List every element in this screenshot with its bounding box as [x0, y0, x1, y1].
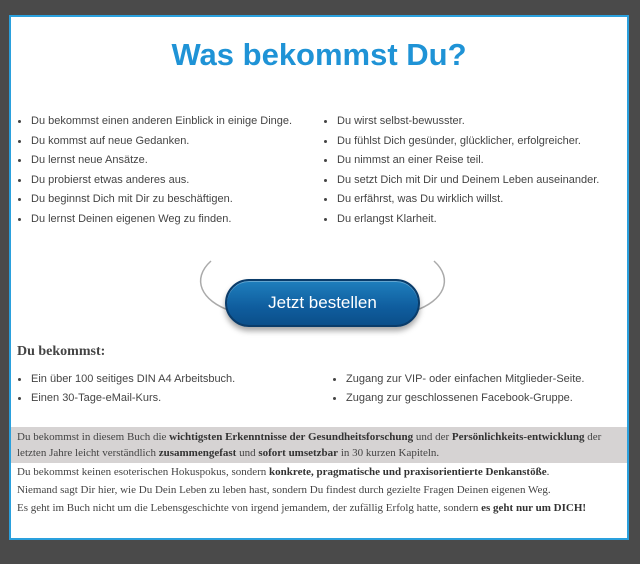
benefits-list-right — [324, 114, 624, 231]
list-item: Du nimmst an einer Reise teil. — [324, 153, 624, 173]
subheading: Du bekommst: — [17, 344, 106, 359]
bold-text: zusammengefast — [158, 447, 237, 459]
list-item: Du lernst neue Ansätze. — [18, 153, 318, 173]
order-button[interactable]: Jetzt bestellen — [225, 279, 420, 327]
bold-text: es geht nur um DICH! — [481, 502, 587, 514]
list-item: Du wirst selbst-bewusster. — [324, 114, 624, 134]
list-item: Du erfährst, was Du wirklich willst. — [324, 192, 624, 212]
text: . — [546, 466, 550, 478]
paragraph-3 — [17, 500, 629, 516]
text: der letzten Jahre leicht verständlich — [17, 431, 602, 459]
paragraph-1 — [17, 464, 629, 480]
list-item: Einen 30-Tage-eMail-Kurs. — [18, 391, 318, 410]
list-item: Du fühlst Dich gesünder, glücklicher, erfolgreicher. — [324, 134, 624, 154]
highlight-paragraph — [11, 427, 627, 463]
text: und der — [413, 431, 452, 443]
bold-text: sofort umsetzbar — [258, 447, 339, 459]
text: und — [236, 447, 259, 459]
text: in 30 kurzen Kapiteln. — [338, 447, 440, 459]
text: Es geht im Buch nicht um die Lebensgeschichte von irgend jemandem, der zufällig Erfolg hatte, sondern — [17, 502, 482, 514]
bold-text: wichtigsten Erkenntnisse der Gesundheitsforschung — [169, 431, 414, 443]
list-item: Du kommst auf neue Gedanken. — [18, 134, 318, 154]
list-item: Du bekommst einen anderen Einblick in einige Dinge. — [18, 114, 318, 134]
text: Du bekommst in diesem Buch die — [17, 431, 170, 443]
paragraph-2: Niemand sagt Dir hier, wie Du Dein Leben zu leben hast, sondern Du findest durch gezielte Fragen Deinen eigenen Weg. — [17, 484, 551, 496]
list-item: Du probierst etwas anderes aus. — [18, 173, 318, 193]
list-item: Zugang zur VIP- oder einfachen Mitglieder-Seite. — [333, 372, 623, 391]
page-title: Was bekommst Du? — [171, 37, 467, 72]
content-panel — [9, 15, 629, 540]
includes-list-left — [18, 372, 318, 410]
list-item: Du beginnst Dich mit Dir zu beschäftigen. — [18, 192, 318, 212]
bold-text: Persönlichkeits-entwicklung — [451, 431, 585, 443]
includes-list-right — [333, 372, 623, 410]
benefits-list-left — [18, 114, 318, 231]
list-item: Du erlangst Klarheit. — [324, 212, 624, 232]
text: Du bekommst keinen esoterischen Hokuspokus, sondern — [17, 466, 270, 478]
list-item: Du setzt Dich mit Dir und Deinem Leben auseinander. — [324, 173, 624, 193]
bold-text: konkrete, pragmatische und praxisorientierte Denkanstöße — [269, 466, 547, 478]
list-item: Du lernst Deinen eigenen Weg zu finden. — [18, 212, 318, 232]
list-item: Zugang zur geschlossenen Facebook-Gruppe. — [333, 391, 623, 410]
list-item: Ein über 100 seitiges DIN A4 Arbeitsbuch. — [18, 372, 318, 391]
